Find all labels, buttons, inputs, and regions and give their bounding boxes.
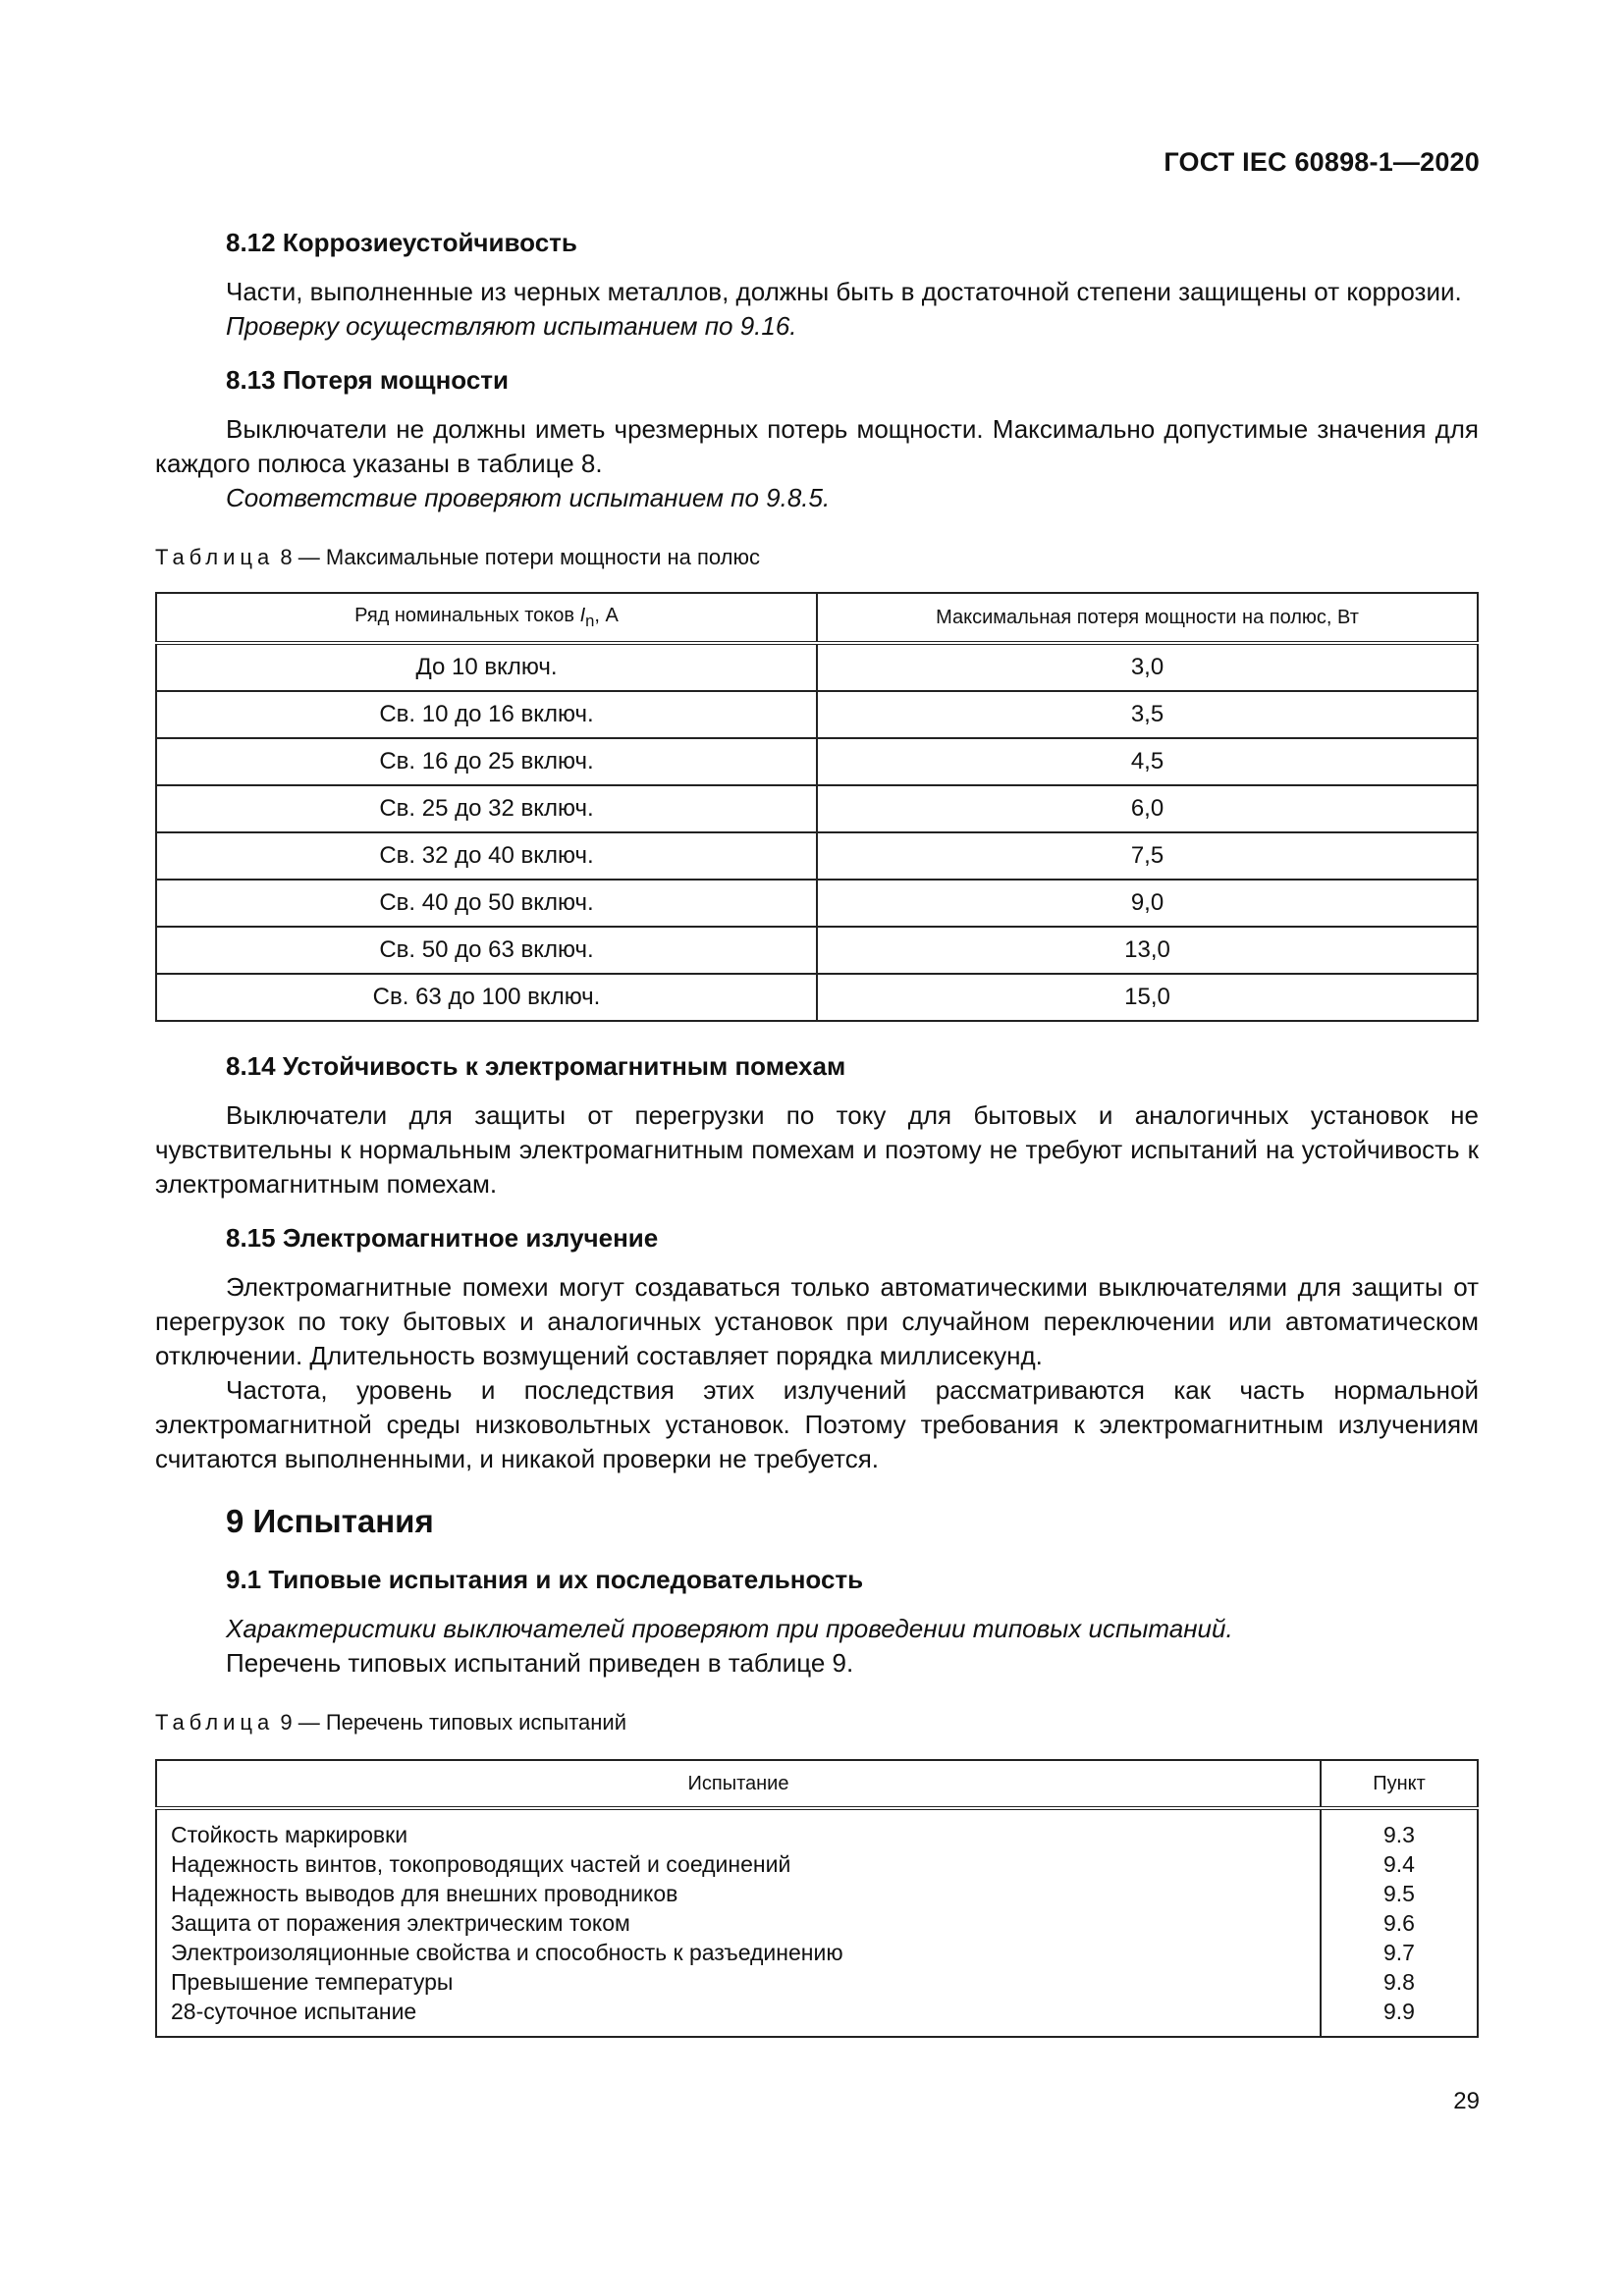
- table-row: До 10 включ. 3,0: [156, 643, 1478, 691]
- table-row: Стойкость маркировки 9.3: [156, 1808, 1478, 1849]
- table-row: Св. 25 до 32 включ. 6,0: [156, 785, 1478, 832]
- table-8-col-loss: Максимальная потеря мощности на полюс, Вт: [817, 593, 1478, 643]
- section-8-14-title: 8.14 Устойчивость к электромагнитным помехам: [226, 1051, 846, 1081]
- page-number: 29: [1453, 2088, 1480, 2114]
- section-9-1-title: 9.1 Типовые испытания и их последовательность: [226, 1565, 864, 1594]
- table-9-caption-word: Таблица: [155, 1710, 275, 1735]
- table-row: Защита от поражения электрическим током 9.6: [156, 1908, 1478, 1938]
- table-8-caption-word: Таблица: [155, 545, 275, 569]
- table-row: Надежность выводов для внешних проводников 9.5: [156, 1879, 1478, 1908]
- table-row: Надежность винтов, токопроводящих частей и соединений 9.4: [156, 1849, 1478, 1879]
- table-row: 28-суточное испытание 9.9: [156, 1997, 1478, 2037]
- section-9-title: 9 Испытания: [226, 1503, 434, 1539]
- table-8-header-row: [156, 593, 1478, 643]
- table-row: Св. 40 до 50 включ. 9,0: [156, 880, 1478, 927]
- table-row: Св. 32 до 40 включ. 7,5: [156, 832, 1478, 880]
- table-row: Св. 63 до 100 включ. 15,0: [156, 974, 1478, 1021]
- section-8-13-verification: Соответствие проверяют испытанием по 9.8.5.: [226, 483, 831, 512]
- section-8-13-paragraph: Выключатели не должны иметь чрезмерных потерь мощности. Максимально допустимые значения для каждого полюса указаны в таблице 8.: [155, 414, 1479, 478]
- table-8-caption-text: 8 — Максимальные потери мощности на полюс: [280, 545, 760, 569]
- table-row: Св. 50 до 63 включ. 13,0: [156, 927, 1478, 974]
- section-8-12-paragraph: Части, выполненные из черных металлов, должны быть в достаточной степени защищены от коррозии.: [226, 277, 1462, 306]
- table-row: Превышение температуры 9.8: [156, 1967, 1478, 1997]
- section-9-1-paragraph-1: Характеристики выключателей проверяют при проведении типовых испытаний.: [226, 1614, 1233, 1643]
- table-9-caption-text: 9 — Перечень типовых испытаний: [280, 1710, 626, 1735]
- table-9-col-clause: Пункт: [1321, 1760, 1478, 1808]
- table-9-col-test: Испытание: [156, 1760, 1321, 1808]
- table-8-caption: [155, 543, 1479, 572]
- section-8-15-paragraph-1: Электромагнитные помехи могут создаваться только автоматическими выключателями для защиты от перегрузок по току бытовых и аналогичных установок при случайном переключении или автоматическом отключении. Длительность возмущений составляет порядка миллисекунд.: [155, 1272, 1479, 1370]
- section-8-15-paragraph-2: Частота, уровень и последствия этих излучений рассматриваются как часть нормальной электромагнитной среды низковольтных установок. Поэтому требования к электромагнитным излучениям считаются выполненными, и никакой проверки не требуется.: [155, 1375, 1479, 1473]
- page-content: [155, 224, 1479, 2038]
- section-8-14-paragraph: Выключатели для защиты от перегрузки по току для бытовых и аналогичных установок не чувствительны к нормальным электромагнитным помехам и поэтому не требуют испытаний на устойчивость к электромагнитным помехам.: [155, 1100, 1479, 1199]
- document-header: ГОСТ IEC 60898-1—2020: [1164, 147, 1480, 177]
- section-8-13-title: 8.13 Потеря мощности: [226, 365, 510, 395]
- table-9: [155, 1759, 1479, 2038]
- table-9-caption: [155, 1708, 1479, 1737]
- section-8-12-verification: Проверку осуществляют испытанием по 9.16.: [226, 311, 797, 341]
- table-8: [155, 592, 1479, 1022]
- table-row: Св. 16 до 25 включ. 4,5: [156, 738, 1478, 785]
- section-9-1-paragraph-2: Перечень типовых испытаний приведен в таблице 9.: [226, 1648, 854, 1678]
- table-row: Электроизоляционные свойства и способность к разъединению 9.7: [156, 1938, 1478, 1967]
- table-row: Св. 10 до 16 включ. 3,5: [156, 691, 1478, 738]
- section-8-15-title: 8.15 Электромагнитное излучение: [226, 1223, 659, 1253]
- section-8-12-title: 8.12 Коррозиеустойчивость: [226, 228, 577, 257]
- table-9-header-row: [156, 1760, 1478, 1808]
- table-8-col-current: Ряд номинальных токов $I_n$, А: [156, 593, 817, 643]
